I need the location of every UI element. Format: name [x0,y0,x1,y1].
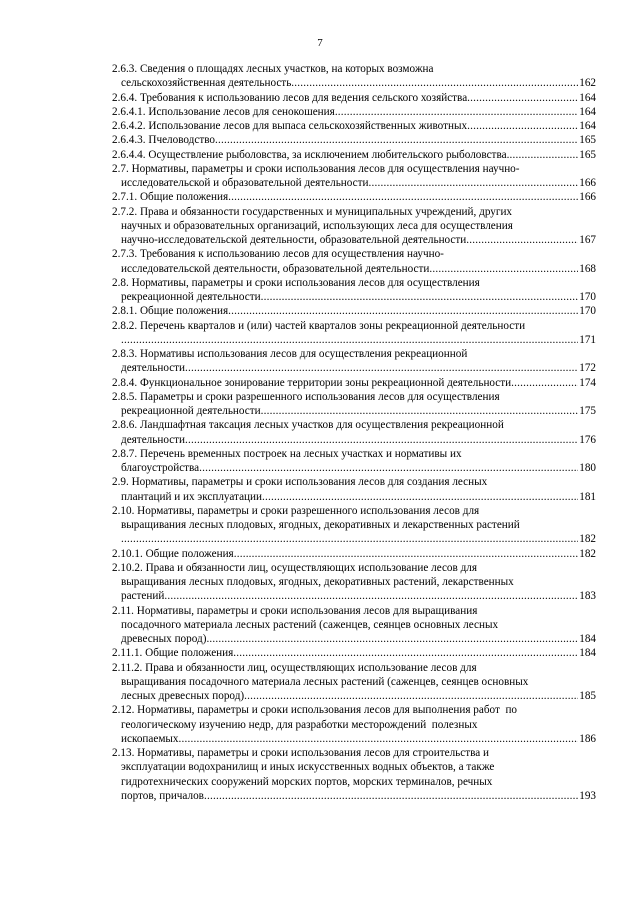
toc-entry-2-8-7 [112,447,596,476]
toc-entry-line [112,661,596,675]
toc-entry-line [112,361,596,375]
toc-entry-text: 2.6.4. Требования к использованию лесов для ведения сельского хозяйства [112,91,468,104]
toc-entry-2-7 [112,162,596,191]
toc-entry-line [112,290,596,304]
toc-entry-line [112,390,596,404]
toc-entry-text: 2.10.1. Общие положения [112,547,234,560]
toc-entry-text: научных и образовательных организаций, использующих леса для осуществления [121,219,513,232]
toc-entry-text: 2.6.4.1. Использование лесов для сенокошения [112,105,335,118]
toc-page-number: 165 [579,134,596,147]
toc-entry-line [112,490,596,504]
toc-entry-line [112,518,596,532]
toc-entry-line [112,333,596,347]
toc-page-number: 183 [579,590,596,603]
toc-entry-text: 2.9. Нормативы, параметры и сроки использования лесов для создания лесных [112,476,488,489]
toc-entry-line [112,304,596,318]
toc-entry-line [112,91,596,105]
toc-entry-2-8-1 [112,304,596,318]
dot-leader [179,732,579,746]
dot-leader [369,176,579,190]
toc-entry-line [112,504,596,518]
toc-entry-line [112,233,596,247]
toc-page-number: 162 [579,77,596,90]
toc-entry-text: геологическому изучению недр, для разработки месторождений полезных [121,718,478,731]
table-of-contents [112,62,596,803]
toc-page-number: 170 [579,305,596,318]
toc-entry-text: благоустройства [121,462,200,474]
toc-entry-2-7-1 [112,190,596,204]
toc-entry-line [112,148,596,162]
toc-page-number: 182 [579,547,596,560]
toc-entry-line [112,646,596,660]
toc-page-number: 185 [579,690,596,702]
toc-entry-line [112,190,596,204]
dot-leader [185,361,578,375]
dot-leader [466,233,578,247]
toc-entry-text: 2.7.2. Права и обязанности государственных и муниципальных учреждений, других [112,205,513,218]
toc-entry-2-10-2 [112,561,596,604]
dot-leader [429,262,578,276]
toc-entry-text: выращивания посадочного материала лесных растений (саженцев, сеянцев основных [121,675,529,688]
toc-entry-line [112,789,596,803]
dot-leader [228,190,578,204]
toc-entry-text: исследовательской и образовательной деятельности [121,177,369,189]
toc-entry-2-10 [112,504,596,547]
toc-page-number: 166 [579,177,596,189]
toc-page-number: 174 [579,376,596,389]
dot-leader [204,789,578,803]
toc-entry-line [112,632,596,646]
toc-entry-line [112,433,596,447]
toc-entry-text: 2.10. Нормативы, параметры и сроки разрешенного использования лесов для [112,504,480,517]
toc-entry-line [112,176,596,190]
toc-entry-2-6-4 [112,91,596,105]
toc-entry-text: 2.12. Нормативы, параметры и сроки использования лесов для выполнения работ по [112,704,518,717]
toc-entry-2-8 [112,276,596,305]
toc-page-number: 180 [579,462,596,474]
toc-page-number: 164 [579,105,596,118]
toc-entry-text: древесных пород) [121,633,207,645]
toc-entry-line [112,347,596,361]
toc-entry-line [112,604,596,618]
toc-entry-line [112,262,596,276]
dot-leader [228,304,578,318]
toc-entry-line [112,376,596,390]
toc-entry-text: 2.7.1. Общие положения [112,191,229,204]
toc-entry-text: 2.6.3. Сведения о площадях лесных участков, на которых возможна [112,63,434,75]
toc-entry-text: лесных древесных пород) [121,690,245,702]
page-number: 7 [317,37,323,49]
toc-entry-text: 2.8.6. Ландшафтная таксация лесных участков для осуществления рекреационной [112,419,504,432]
dot-leader [507,148,579,162]
dot-leader [121,532,578,546]
toc-entry-text: растений [121,590,165,603]
toc-entry-text: деятельности [121,433,186,446]
dot-leader [234,547,579,561]
toc-page-number: 176 [579,433,596,446]
toc-entry-line [112,532,596,546]
toc-entry-text: сельскохозяйственная деятельность [121,77,292,90]
toc-entry-line [112,276,596,290]
toc-entry-line [112,319,596,333]
toc-entry-line [112,404,596,418]
toc-entry-2-6-4-2 [112,119,596,133]
toc-entry-2-6-4-4 [112,148,596,162]
toc-entry-line [112,589,596,603]
toc-entry-line [112,689,596,703]
toc-entry-line [112,732,596,746]
toc-entry-2-12 [112,703,596,746]
toc-entry-text: выращивания лесных плодовых, ягодных, декоративных растений, лекарственных [121,576,514,588]
toc-entry-2-8-5 [112,390,596,419]
dot-leader [185,433,578,447]
toc-entry-text: 2.8.5. Параметры и сроки разрешенного использования лесов для осуществления [112,390,500,403]
toc-entry-line [112,447,596,461]
toc-page-number: 184 [579,633,596,645]
toc-entry-text: 2.11.2. Права и обязанности лиц, осуществляющих использование лесов для [112,661,477,674]
toc-page-number: 181 [579,490,596,503]
toc-page-number: 184 [579,647,596,660]
toc-entry-line [112,618,596,632]
toc-page-number: 170 [579,291,596,303]
toc-entry-line [112,119,596,133]
toc-entry-text: 2.6.4.4. Осуществление рыболовства, за исключением любительского рыболовства [112,148,507,161]
toc-entry-line [112,703,596,717]
toc-page-number: 171 [579,333,596,346]
toc-entry-line [112,775,596,789]
toc-entry-2-8-6 [112,418,596,447]
toc-entry-line [112,133,596,147]
toc-entry-text: 2.8. Нормативы, параметры и сроки использования лесов для осуществления [112,276,480,289]
toc-entry-line [112,205,596,219]
dot-leader [335,105,578,119]
toc-entry-text: рекреационной деятельности [121,405,261,417]
toc-entry-text: 2.10.2. Права и обязанности лиц, осуществляющих использование лесов для [112,561,478,574]
toc-entry-text: исследовательской деятельности, образовательной деятельности [121,262,430,275]
toc-entry-line [112,219,596,233]
toc-entry-text: эксплуатации водохранилищ и иных искусственных водных объектов, а также [121,761,495,774]
toc-page-number: 167 [579,234,596,246]
toc-entry-2-11-2 [112,661,596,704]
toc-page-number: 165 [579,148,596,161]
toc-entry-text: 2.8.3. Нормативы использования лесов для осуществления рекреационной [112,348,468,360]
toc-entry-line [112,718,596,732]
toc-entry-line [112,561,596,575]
toc-page-number: 175 [579,405,596,417]
toc-entry-text: 2.6.4.3. Пчеловодство [112,134,216,147]
toc-page-number: 186 [579,732,596,745]
toc-entry-2-9 [112,475,596,504]
toc-entry-line [112,575,596,589]
dot-leader [244,689,578,703]
dot-leader [511,376,578,390]
dot-leader [291,76,578,90]
toc-page-number: 168 [579,262,596,275]
toc-entry-2-7-3 [112,247,596,276]
toc-entry-2-13 [112,746,596,803]
toc-entry-line [112,547,596,561]
toc-entry-line [112,62,596,76]
dot-leader [261,404,579,418]
toc-entry-text: 2.8.1. Общие положения [112,305,229,318]
toc-entry-text: 2.7. Нормативы, параметры и сроки использования лесов для осуществления научно- [112,162,520,175]
toc-entry-text: 2.13. Нормативы, параметры и сроки использования лесов для строительства и [112,747,490,759]
toc-entry-text: портов, причалов [121,789,204,802]
toc-entry-text: 2.8.2. Перечень кварталов и (или) частей кварталов зоны рекреационной деятельности [112,319,526,332]
toc-entry-line [112,461,596,475]
toc-entry-2-8-4 [112,376,596,390]
toc-entry-line [112,475,596,489]
toc-entry-2-10-1 [112,547,596,561]
toc-entry-text: 2.6.4.2. Использование лесов для выпаса сельскохозяйственных животных [112,120,468,132]
toc-entry-line [112,76,596,90]
toc-page-number: 166 [579,191,596,204]
dot-leader [215,133,578,147]
toc-entry-2-6-4-1 [112,105,596,119]
toc-entry-line [112,105,596,119]
toc-page-number: 172 [579,362,596,375]
toc-entry-line [112,675,596,689]
toc-entry-2-8-2 [112,319,596,348]
toc-page-number: 164 [579,91,596,104]
toc-entry-text: рекреационной деятельности [121,291,261,303]
dot-leader [467,119,578,133]
toc-entry-text: 2.8.7. Перечень временных построек на лесных участках и нормативы их [112,447,462,460]
toc-page-number: 193 [579,789,596,802]
dot-leader [206,632,578,646]
toc-entry-2-7-2 [112,205,596,248]
dot-leader [261,290,579,304]
toc-entry-2-11 [112,604,596,647]
dot-leader [164,589,578,603]
toc-entry-text: научно-исследовательской деятельности, образовательной деятельности [121,234,467,246]
toc-entry-line [112,746,596,760]
toc-entry-line [112,162,596,176]
toc-entry-line [112,247,596,261]
toc-entry-2-6-4-3 [112,133,596,147]
toc-entry-text: 2.8.4. Функциональное зонирование территории зоны рекреационной деятельности [112,376,512,389]
toc-entry-text: 2.7.3. Требования к использованию лесов для осуществления научно- [112,248,444,261]
toc-entry-text: плантаций и их эксплуатации [121,490,263,503]
toc-page-number: 164 [579,120,596,132]
toc-entry-text: ископаемых [121,732,179,745]
toc-entry-line [112,418,596,432]
dot-leader [233,646,578,660]
toc-entry-2-6-3 [112,62,596,91]
toc-page-number: 182 [579,533,596,546]
toc-entry-line [112,760,596,774]
toc-entry-text: выращивания лесных плодовых, ягодных, декоративных и лекарственных растений [121,519,520,531]
dot-leader [262,490,578,504]
toc-entry-text: гидротехнических сооружений морских портов, морских терминалов, речных [121,775,493,788]
dot-leader [199,461,578,475]
toc-entry-2-11-1 [112,646,596,660]
toc-entry-text: 2.11.1. Общие положения [112,647,234,660]
toc-entry-text: посадочного материала лесных растений (саженцев, сеянцев основных лесных [121,618,499,631]
dot-leader [467,91,578,105]
toc-entry-text: 2.11. Нормативы, параметры и сроки использования лесов для выращивания [112,604,478,617]
toc-entry-text: деятельности [121,362,186,375]
toc-entry-2-8-3 [112,347,596,376]
dot-leader [121,333,578,347]
